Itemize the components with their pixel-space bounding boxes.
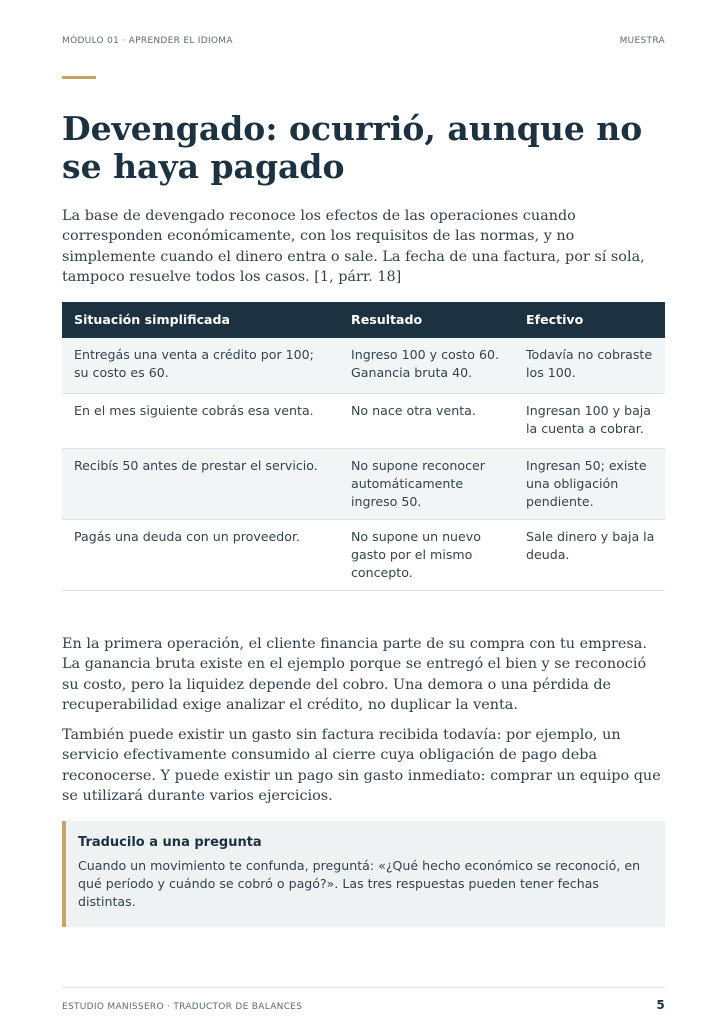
module-label: MÓDULO 01 · APRENDER EL IDIOMA [62, 36, 233, 46]
page-header [62, 36, 665, 46]
table-cell: No supone reconocer automáticamente ingreso 50. [339, 448, 514, 519]
table-cell: No nace otra venta. [339, 393, 514, 448]
page-footer [62, 998, 665, 1012]
column-header-situation: Situación simplificada [62, 302, 339, 338]
intro-paragraph: La base de devengado reconoce los efectos de las operaciones cuando corresponden económicamente, con los requisitos de las normas, y no simplemente cuando el dinero entra o sale. La fecha de una factura, por sí sola, tampoco resuelve todos los casos. [1, párr. 18] [62, 208, 645, 285]
table-header-row [62, 302, 665, 338]
footer-divider [62, 987, 665, 988]
table-cell: Pagás una deuda con un proveedor. [62, 519, 339, 590]
table-cell: Entregás una venta a crédito por 100; su costo es 60. [62, 338, 339, 393]
table-row [62, 448, 665, 519]
table-cell: En el mes siguiente cobrás esa venta. [62, 393, 339, 448]
table-cell: Sale dinero y baja la deuda. [514, 519, 665, 590]
title-accent-bar [62, 76, 96, 79]
footer-brand: ESTUDIO MANISSERO · TRADUCTOR DE BALANCES [62, 1002, 303, 1012]
table-cell: Todavía no cobraste los 100. [514, 338, 665, 393]
page-number: 5 [656, 998, 665, 1012]
sample-label: MUESTRA [619, 36, 665, 46]
table-row [62, 393, 665, 448]
table-cell: No supone un nuevo gasto por el mismo concepto. [339, 519, 514, 590]
body-paragraph: También puede existir un gasto sin factura recibida todavía: por ejemplo, un servicio efectivamente consumido al cierre cuya obligación de pago deba reconocerse. Y puede existir un pago sin gasto inmediato: comprar un equipo que se utilizará durante varios ejercicios. [62, 727, 661, 804]
table-cell: Recibís 50 antes de prestar el servicio. [62, 448, 339, 519]
table-row [62, 338, 665, 393]
column-header-cash: Efectivo [514, 302, 665, 338]
table-cell: Ingresan 50; existe una obligación pendiente. [514, 448, 665, 519]
table-row [62, 519, 665, 590]
table-cell: Ingreso 100 y costo 60. Ganancia bruta 40. [339, 338, 514, 393]
callout-body: Cuando un movimiento te confunda, preguntá: «¿Qué hecho económico se reconoció, en qué período y cuándo se cobró o pagó?». Las tres respuestas pueden tener fechas distintas. [78, 858, 641, 909]
body-paragraph: En la primera operación, el cliente financia parte de su compra con tu empresa. La ganancia bruta existe en el ejemplo porque se entregó el bien y se reconoció su costo, pero la liquidez depende del cobro. Una demora o una pérdida de recuperabilidad exige analizar el crédito, no duplicar la venta. [62, 636, 647, 713]
table-cell: Ingresan 100 y baja la cuenta a cobrar. [514, 393, 665, 448]
callout-title: Traducilo a una pregunta [78, 835, 262, 850]
accrual-examples-table [62, 302, 665, 591]
page-title: Devengado: ocurrió, aunque no se haya pagado [62, 109, 643, 186]
callout-box [62, 821, 665, 927]
column-header-result: Resultado [339, 302, 514, 338]
